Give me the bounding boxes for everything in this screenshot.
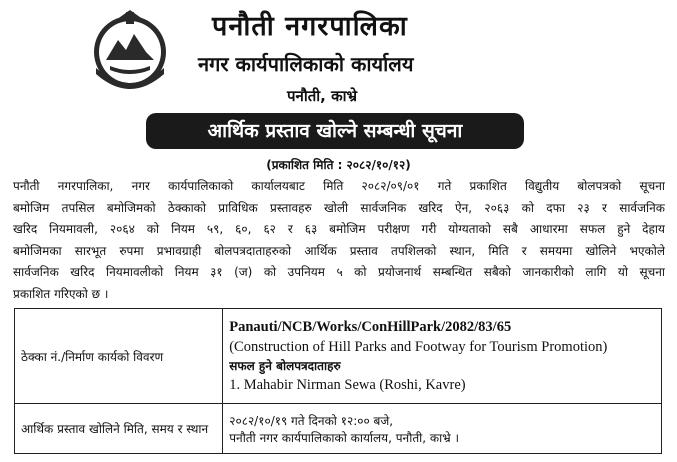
bidders-heading: सफल हुने बोलपत्रदाताहरु <box>229 359 341 373</box>
contract-label: ठेक्का नं./निर्माण कार्यको विवरण <box>15 309 223 404</box>
opening-label: आर्थिक प्रस्ताव खोलिने मिति, समय र स्थान <box>15 404 223 454</box>
table-row <box>15 404 662 454</box>
nepal-emblem-icon <box>88 8 172 92</box>
publish-date: (प्रकाशित मिति : २०८२/१०/१२) <box>266 158 411 172</box>
opening-venue: पनौती नगर कार्यपालिकाको कार्यालय, पनौती, काभ्रे । <box>229 430 460 445</box>
body-line: सार्वजनिक खरिद नियमावलीको नियम ३१ (ज) को उपनियम ५ को प्रयोजनार्थ सम्बन्धित सबैको जानकारीको लागि यो सूचना <box>13 265 665 279</box>
letterhead <box>0 0 677 112</box>
bidder-item: 1. Mahabir Nirman Sewa (Roshi, Kavre) <box>229 377 466 393</box>
body-line: खरिद नियमावली, २०६४ को नियम ५९, ६०, ६२ र ६३ बमोजिम परीक्षण गरी योग्यताको सबै आधारमा सफल हुने देहाय <box>13 222 665 236</box>
body-line: पनौती नगरपालिका, नगर कार्यपालिकाको कार्यालयबाट मिति २०८२/०९/०१ गते प्रकाशित विद्युतीय बोलपत्रको सूचना <box>13 179 665 193</box>
body-line: बमोजिमका सारभूत रुपमा प्रभावग्राही बोलपत्रदाताहरुको आर्थिक प्रस्ताव तपशिलको स्थान, मिति र समयमा खोलिने भएकोले <box>13 243 665 258</box>
contract-number: Panauti/NCB/Works/ConHillPark/2082/83/65 <box>229 319 512 335</box>
municipality-title: पनौती नगरपालिका <box>212 11 408 42</box>
opening-datetime: २०८२/१०/१९ गते दिनको १२:०० बजे, <box>229 413 394 428</box>
office-subtitle: नगर कार्यपालिकाको कार्यालय <box>198 52 414 76</box>
body-line: बमोजिम तपसिल बमोजिमको ठेक्काको प्राविधिक प्रस्तावहरु खोली सार्वजनिक खरिद ऐन, २०६३ को दफा २३ र सार्वजनिक <box>13 200 665 215</box>
body-line: प्रकाशित गरिएको छ । <box>13 286 109 301</box>
table-row <box>15 309 662 404</box>
opening-details <box>223 404 662 454</box>
contract-description: (Construction of Hill Parks and Footway for Tourism Promotion) <box>229 339 608 355</box>
contract-table <box>14 308 662 454</box>
notice-title-banner: आर्थिक प्रस्ताव खोल्ने सम्बन्धी सूचना <box>146 113 524 149</box>
contract-details <box>223 309 662 404</box>
office-location: पनौती, काभ्रे <box>287 87 358 105</box>
notice-body <box>13 176 665 305</box>
